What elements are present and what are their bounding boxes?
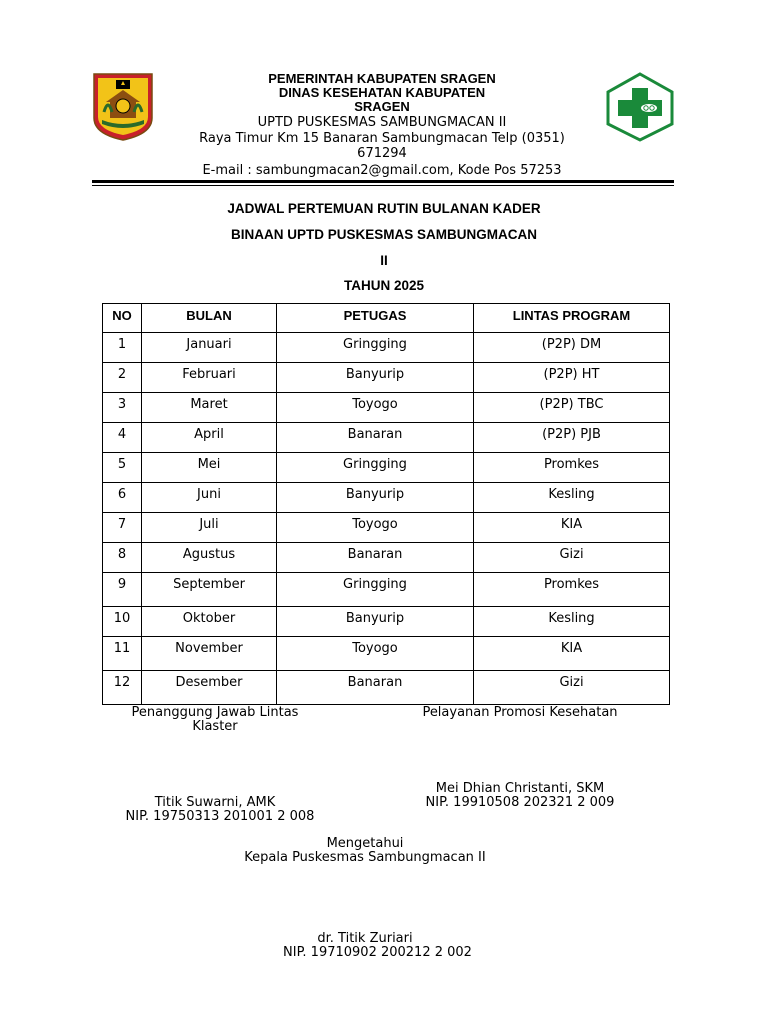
cell-month: Maret	[142, 393, 277, 423]
header-phone-cont: 671294	[357, 146, 407, 161]
cell-month: September	[142, 573, 277, 607]
cell-month: Juni	[142, 483, 277, 513]
document-title-year: TAHUN 2025	[343, 278, 425, 293]
cell-no: 2	[103, 363, 142, 393]
column-header-no: NO	[103, 304, 142, 333]
table-header-row	[103, 304, 670, 333]
head-role: Kepala Puskesmas Sambungmacan II	[244, 850, 486, 865]
right-signer-nip: NIP. 19910508 202321 2 009	[425, 795, 615, 810]
cell-no: 1	[103, 333, 142, 363]
table-row	[103, 363, 670, 393]
cell-officer: Banyurip	[277, 363, 474, 393]
puskesmas-logo-icon	[604, 72, 676, 142]
cell-month: Februari	[142, 363, 277, 393]
cell-program: Kesling	[474, 607, 670, 637]
cell-no: 5	[103, 453, 142, 483]
cell-officer: Toyogo	[277, 513, 474, 543]
right-signer-name: Mei Dhian Christanti, SKM	[435, 781, 605, 796]
cell-no: 10	[103, 607, 142, 637]
left-signer-role-cont: Klaster	[192, 719, 238, 734]
header-department: DINAS KESEHATAN KABUPATEN	[278, 85, 486, 100]
left-signer-role: Penanggung Jawab Lintas	[131, 705, 299, 720]
cell-program: Promkes	[474, 573, 670, 607]
header-address: Raya Timur Km 15 Banaran Sambungmacan Telp (0351)	[199, 131, 565, 146]
table-row	[103, 513, 670, 543]
cell-officer: Toyogo	[277, 637, 474, 671]
document-title-line1: JADWAL PERTEMUAN RUTIN BULANAN KADER	[227, 201, 541, 216]
column-header-bulan: BULAN	[142, 304, 277, 333]
sragen-regency-emblem-icon	[92, 72, 154, 142]
cell-officer: Gringging	[277, 333, 474, 363]
cell-program: KIA	[474, 637, 670, 671]
header-unit: UPTD PUSKESMAS SAMBUNGMACAN II	[257, 115, 507, 130]
cell-officer: Banaran	[277, 423, 474, 453]
cell-no: 12	[103, 671, 142, 705]
cell-no: 8	[103, 543, 142, 573]
table-row	[103, 607, 670, 637]
cell-officer: Gringging	[277, 573, 474, 607]
table-row	[103, 483, 670, 513]
cell-month: November	[142, 637, 277, 671]
document-title-line3: II	[380, 253, 388, 268]
header-email: E-mail : sambungmacan2@gmail.com, Kode Pos 57253	[202, 163, 562, 178]
cell-month: Juli	[142, 513, 277, 543]
cell-officer: Toyogo	[277, 393, 474, 423]
cell-program: Gizi	[474, 671, 670, 705]
cell-no: 6	[103, 483, 142, 513]
head-name: dr. Titik Zuriari	[317, 931, 413, 946]
head-nip: NIP. 19710902 200212 2 002	[283, 945, 472, 960]
cell-program: Kesling	[474, 483, 670, 513]
table-row	[103, 637, 670, 671]
header-department-city: SRAGEN	[354, 99, 410, 114]
left-signer-name: Titik Suwarni, AMK	[154, 795, 276, 810]
cell-program: KIA	[474, 513, 670, 543]
header-divider-thin	[92, 185, 674, 186]
cell-no: 7	[103, 513, 142, 543]
cell-no: 4	[103, 423, 142, 453]
table-row	[103, 423, 670, 453]
cell-program: Gizi	[474, 543, 670, 573]
cell-officer: Banyurip	[277, 483, 474, 513]
header-government: PEMERINTAH KABUPATEN SRAGEN	[268, 71, 496, 86]
table-row	[103, 573, 670, 607]
cell-month: Agustus	[142, 543, 277, 573]
left-signer-nip: NIP. 19750313 201001 2 008	[125, 809, 315, 824]
cell-no: 3	[103, 393, 142, 423]
cell-officer: Gringging	[277, 453, 474, 483]
cell-month: Desember	[142, 671, 277, 705]
header-divider-thick	[92, 180, 674, 183]
cell-officer: Banyurip	[277, 607, 474, 637]
document-title-line2: BINAAN UPTD PUSKESMAS SAMBUNGMACAN	[230, 227, 537, 242]
cell-program: (P2P) TBC	[474, 393, 670, 423]
cell-month: April	[142, 423, 277, 453]
table-row	[103, 543, 670, 573]
cell-month: Mei	[142, 453, 277, 483]
cell-officer: Banaran	[277, 671, 474, 705]
cell-month: Januari	[142, 333, 277, 363]
cell-program: (P2P) HT	[474, 363, 670, 393]
column-header-petugas: PETUGAS	[277, 304, 474, 333]
table-row	[103, 333, 670, 363]
cell-no: 9	[103, 573, 142, 607]
right-signer-role: Pelayanan Promosi Kesehatan	[422, 705, 618, 720]
cell-no: 11	[103, 637, 142, 671]
cell-program: Promkes	[474, 453, 670, 483]
table-row	[103, 453, 670, 483]
cell-program: (P2P) PJB	[474, 423, 670, 453]
table-row	[103, 393, 670, 423]
column-header-lintas-program: LINTAS PROGRAM	[474, 304, 670, 333]
cell-program: (P2P) DM	[474, 333, 670, 363]
schedule-table	[102, 303, 670, 705]
acknowledged-label: Mengetahui	[326, 836, 404, 851]
cell-month: Oktober	[142, 607, 277, 637]
cell-officer: Banaran	[277, 543, 474, 573]
table-row	[103, 671, 670, 705]
